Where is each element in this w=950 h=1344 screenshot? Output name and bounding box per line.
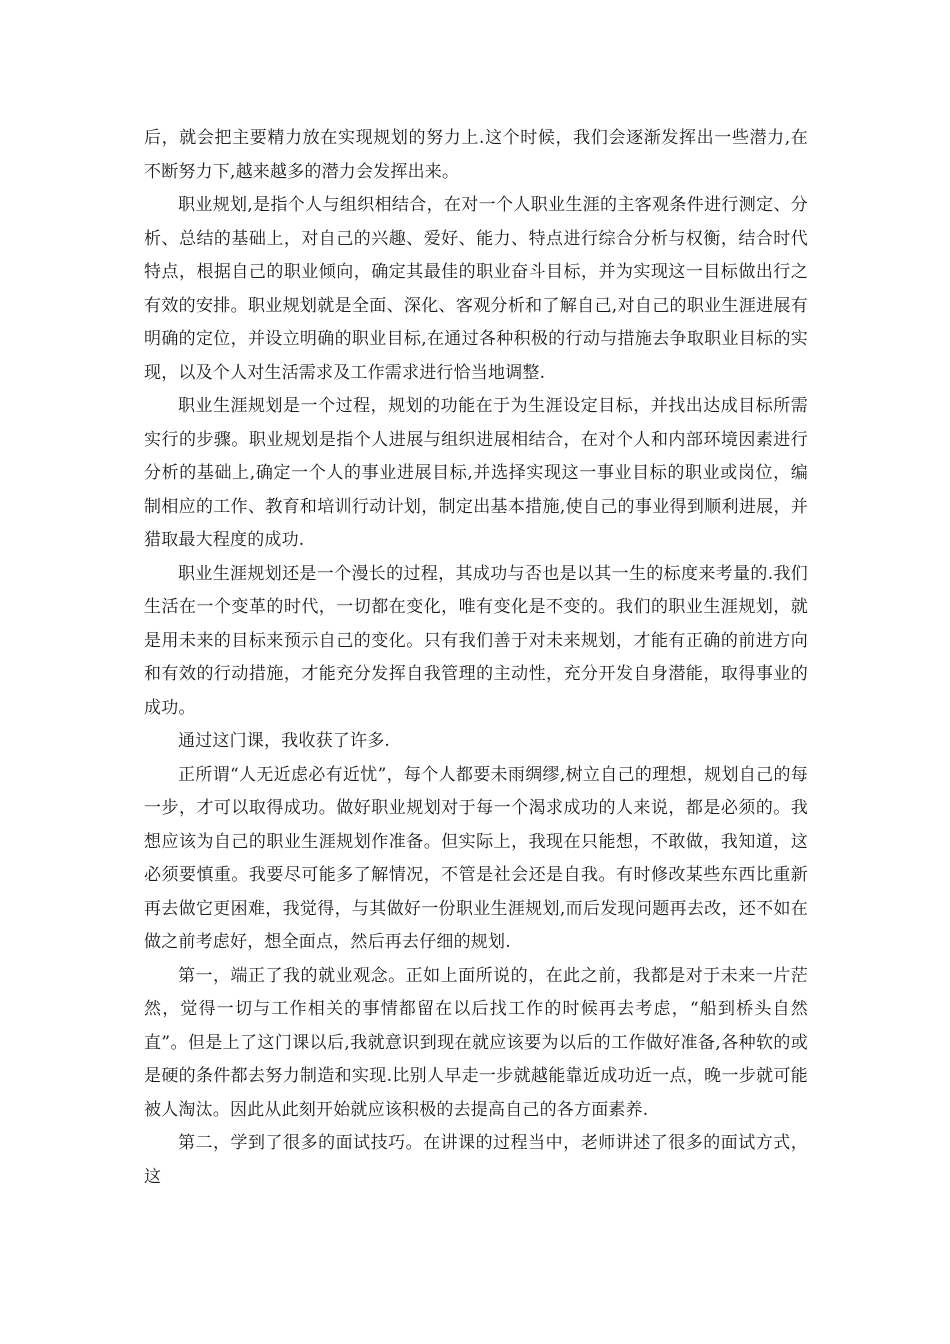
paragraph-2: 职业规划,是指个人与组织相结合，在对一个人职业生涯的主客观条件进行测定、分析、总结的基础上，对自己的兴趣、爱好、能力、特点进行综合分析与权衡，结合时代特点，根据自己的职业倾向，确定其最佳的职业奋斗目标，并为实现这一目标做出行之有效的安排。职业规划就是全面、深化、客观分析和了解自己,对自己的职业生涯进展有明确的定位，并设立明确的职业目标,在通过各种积极的行动与措施去争取职业目标的实现，以及个人对生活需求及工作需求进行恰当地调整. — [144, 195, 808, 383]
paragraph-1: 后，就会把主要精力放在实现规划的努力上.这个时候，我们会逐渐发挥出一些潜力,在不断努力下,越来越多的潜力会发挥出来。 — [144, 128, 808, 182]
paragraph-5: 通过这门课，我收获了许多. — [178, 731, 391, 751]
document-body — [144, 122, 808, 1194]
paragraph-6: 正所谓“人无近虑必有近忧”，每个人都要未雨绸缪,树立自己的理想，规划自己的每一步，才可以取得成功。做好职业规划对于每一个渴求成功的人来说，都是必须的。我想应该为自己的职业生涯规划作准备。但实际上，我现在只能想，不敢做，我知道，这必须要慎重。我要尽可能多了解情况，不管是社会还是自我。有时修改某些东西比重新再去做它更困难，我觉得，与其做好一份职业生涯规划,而后发现问题再去改，还不如在做之前考虑好，想全面点，然后再去仔细的规划. — [144, 764, 808, 952]
paragraph-3: 职业生涯规划是一个过程，规划的功能在于为生涯设定目标，并找出达成目标所需实行的步骤。职业规划是指个人进展与组织进展相结合，在对个人和内部环境因素进行分析的基础上,确定一个人的事业进展目标,并选择实现这一事业目标的职业或岗位，编制相应的工作、教育和培训行动计划，制定出基本措施,使自己的事业得到顺利进展，并猎取最大程度的成功. — [144, 396, 808, 550]
paragraph-7: 第一，端正了我的就业观念。正如上面所说的，在此之前，我都是对于未来一片茫然，觉得一切与工作相关的事情都留在以后找工作的时候再去考虑，“船到桥头自然直”。但是上了这门课以后,我就意识到现在就应该要为以后的工作做好准备,各种软的或是硬的条件都去努力制造和实现.比别人早走一步就越能靠近成功近一点，晚一步就可能被人淘汰。因此从此刻开始就应该积极的去提高自己的各方面素养. — [144, 965, 808, 1120]
paragraph-4: 职业生涯规划还是一个漫长的过程，其成功与否也是以其一生的标度来考量的.我们生活在一个变革的时代，一切都在变化，唯有变化是不变的。我们的职业生涯规划，就是用未来的目标来预示自己的变化。只有我们善于对未来规划，才能有正确的前进方向和有效的行动措施，才能充分发挥自我管理的主动性，充分开发自身潜能，取得事业的成功。 — [144, 563, 808, 718]
paragraph-8: 第二，学到了很多的面试技巧。在讲课的过程当中，老师讲述了很多的面试方式，这 — [144, 1133, 808, 1187]
